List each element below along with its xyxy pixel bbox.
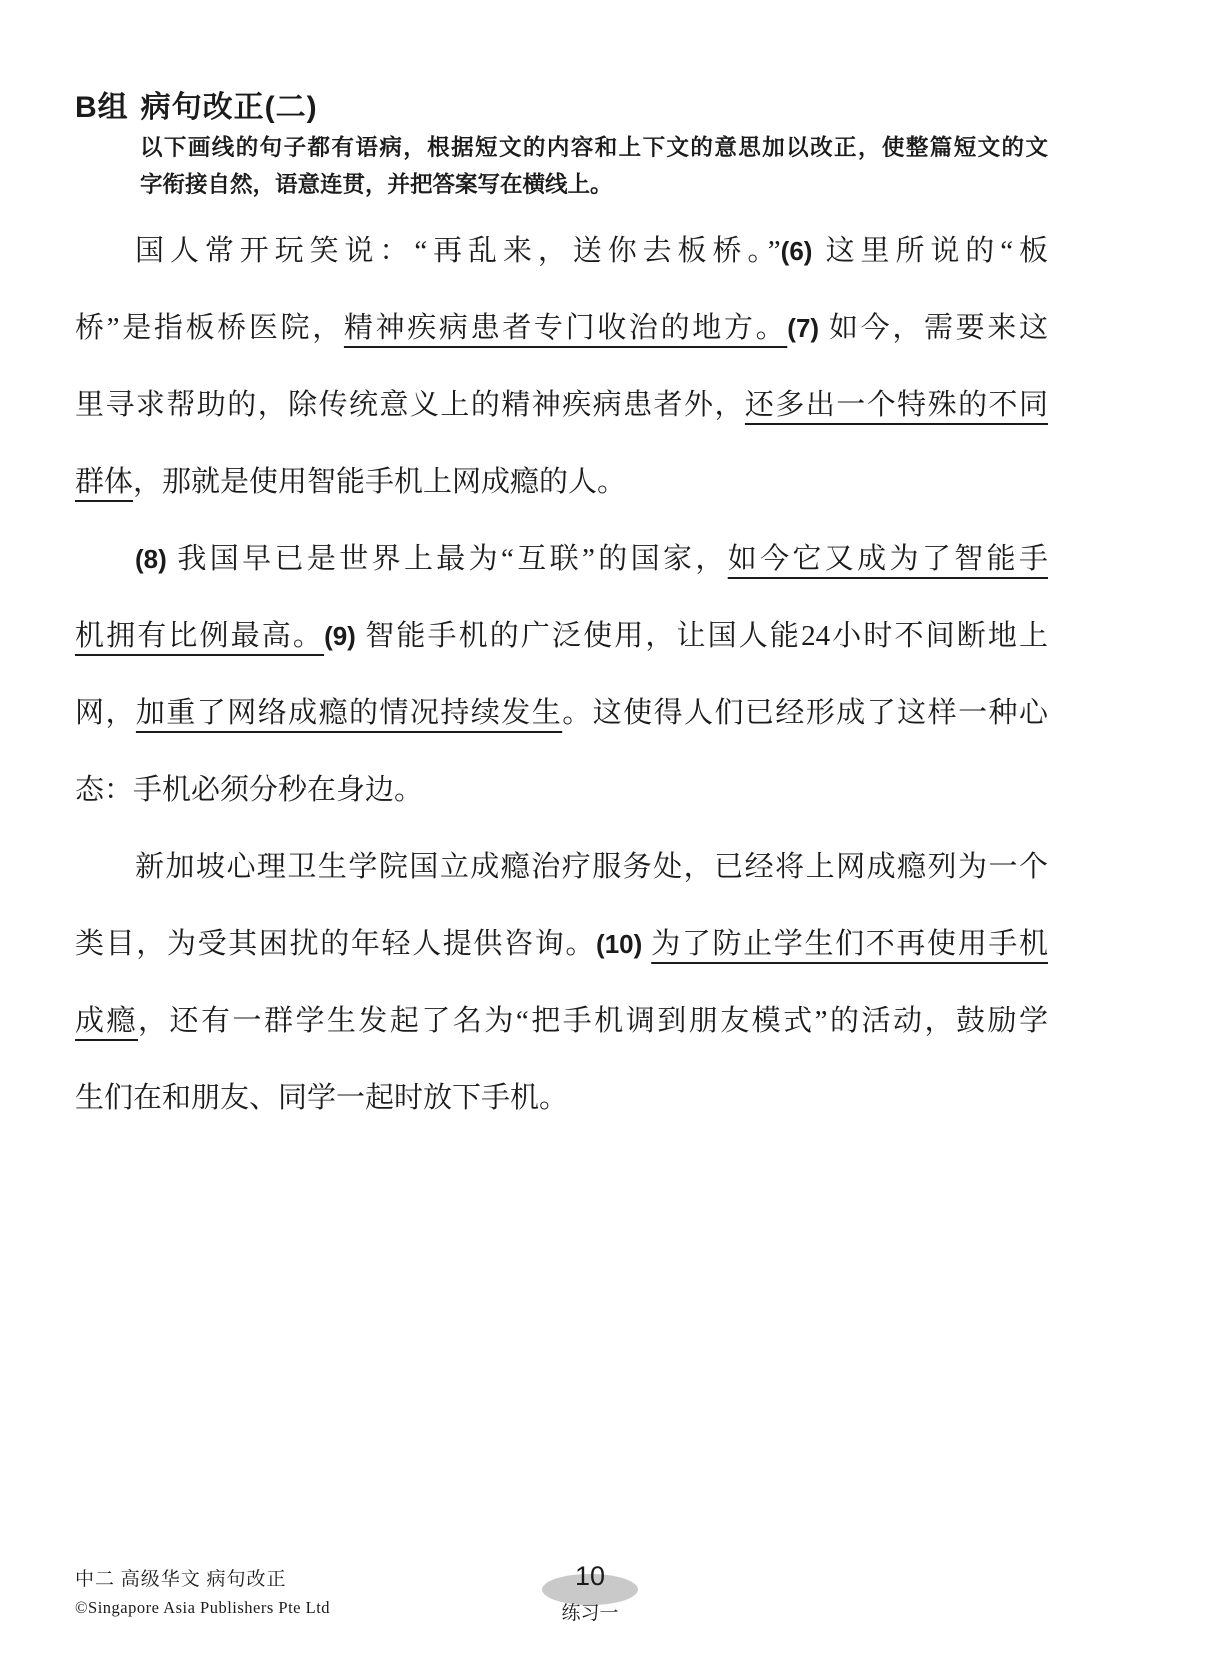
underlined-faulty-sentence: 成瘾 [75,1005,138,1037]
passage-line [75,598,1048,675]
underlined-faulty-sentence: 还多出一个特殊的不同 [744,389,1048,421]
passage-text: 类目，为受其困扰的年轻人提供咨询。 [75,928,597,960]
passage [75,213,1048,1137]
passage-text: 生们在和朋友、同学一起时放下手机。 [75,1082,569,1114]
footer-book-label: 中二 高级华文 病句改正 [75,1569,287,1590]
instruction-line: 以下画线的句子都有语病，根据短文的内容和上下文的意思加以改正，使整篇短文的文 [140,135,1048,160]
passage-text: 新加坡心理卫生学院国立成瘾治疗服务处，已经将上网成瘾列为一个 [135,851,1048,883]
question-number: (6) [780,236,813,266]
passage-line [75,290,1048,367]
footer-left [75,1564,330,1618]
passage-text: 桥”是指板桥医院， [75,312,344,344]
underlined-faulty-sentence: 为了防止学生们不再使用手机 [651,928,1048,960]
page-number-block [542,1556,638,1636]
underlined-faulty-sentence: 精神疾病患者专门收治的地方。 [343,312,788,344]
passage-text: 态：手机必须分秒在身边。 [75,774,424,806]
passage-text: ，那就是使用智能手机上网成瘾的人。 [133,466,627,498]
passage-text [642,928,651,960]
question-number: (7) [787,313,820,343]
passage-line [75,675,1048,752]
underlined-faulty-sentence: 群体 [75,466,134,498]
passage-text: ，还有一群学生发起了名为“把手机调到朋友模式”的活动，鼓励学 [137,1005,1048,1037]
passage-text: 。这使得人们已经形成了这样一种心 [562,697,1048,729]
passage-line [75,983,1048,1060]
passage-line [75,1060,1048,1137]
passage-line [75,367,1048,444]
passage-text: 国人常开玩笑说：“再乱来，送你去板桥。” [135,235,781,267]
passage-line [75,829,1048,906]
passage-line [75,444,1048,521]
question-number: (8) [135,544,167,574]
section-title: 病句改正(二) [140,91,318,124]
footer-copyright: ©Singapore Asia Publishers Pte Ltd [75,1598,331,1617]
exercise-instructions [140,129,1048,203]
passage-line [75,521,1048,598]
exercise-label: 练习一 [561,1603,619,1624]
passage-text: 里寻求帮助的，除传统意义上的精神疾病患者外， [75,389,745,421]
underlined-faulty-sentence: 机拥有比例最高。 [75,620,325,652]
instruction-line: 字衔接自然，语意连贯，并把答案写在横线上。 [140,172,613,197]
question-number: (10) [596,929,643,959]
passage-text: 如今，需要来这 [819,312,1048,344]
passage-text: 智能手机的广泛使用，让国人能24小时不间断地上 [355,620,1048,652]
passage-line [75,213,1048,290]
underlined-faulty-sentence: 如今它又成为了智能手 [727,543,1048,575]
section-group-label: B组 [75,91,129,124]
passage-line [75,752,1048,829]
page-number: 10 [574,1561,606,1591]
underlined-faulty-sentence: 加重了网络成瘾的情况持续发生 [135,697,563,729]
passage-text: 这里所说的“板 [812,235,1048,267]
section-heading [75,82,318,126]
passage-text: 我国早已是世界上最为“互联”的国家， [166,543,728,575]
question-number: (9) [324,621,356,651]
passage-text: 网， [75,697,136,729]
passage-line [75,906,1048,983]
